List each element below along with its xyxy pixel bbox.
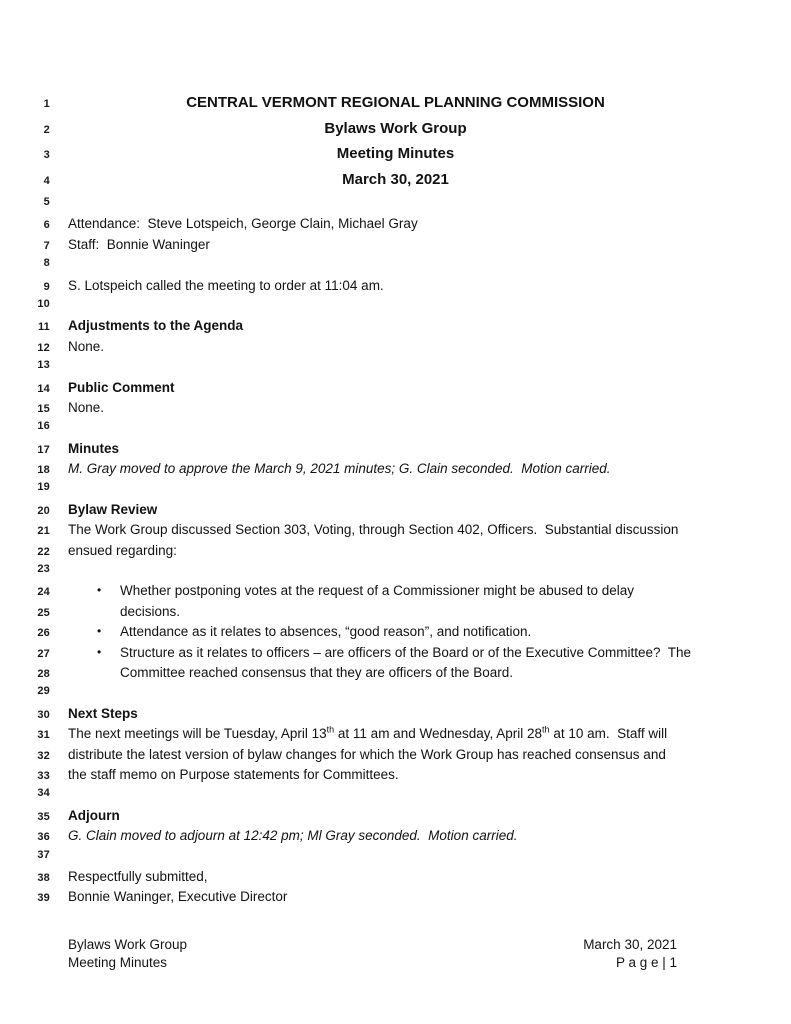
line-text: ensued regarding:: [68, 542, 177, 558]
document-line: [28, 808, 763, 828]
line-number: 14: [37, 382, 50, 395]
document-line: [28, 767, 763, 787]
line-text: Bylaws Work Group: [324, 119, 467, 137]
line-text: the staff memo on Purpose statements for Committees.: [68, 766, 399, 782]
document-line: [28, 339, 763, 359]
document-line: [28, 706, 763, 726]
line-number: 13: [37, 359, 50, 372]
document-line: [28, 685, 763, 705]
line-number: 6: [43, 219, 50, 232]
line-text: • Attendance as it relates to absences, “good reason”, and notification.: [97, 624, 532, 640]
document-line: [28, 257, 763, 277]
document-line: [28, 380, 763, 400]
line-text: None.: [68, 399, 105, 415]
document-line: [28, 726, 763, 746]
line-number: 9: [43, 280, 50, 293]
line-number: 16: [37, 420, 50, 433]
line-text: The next meetings will be Tuesday, April 13th at 11 am and Wednesday, April 28th at 10 am. Staff will: [68, 724, 668, 742]
document-line: [28, 298, 763, 318]
document-line: [28, 787, 763, 807]
line-number: 12: [37, 341, 50, 354]
line-text: Attendance: Steve Lotspeich, George Clain, Michael Gray: [68, 216, 418, 232]
document-line: [28, 461, 763, 481]
document-line: [28, 441, 763, 461]
line-text: The Work Group discussed Section 303, Voting, through Section 402, Officers. Substantial discussion: [68, 522, 679, 538]
document-line: [28, 889, 763, 909]
line-number: 35: [37, 810, 50, 823]
line-number: 17: [37, 443, 50, 456]
document-line: [28, 502, 763, 522]
bullet-icon: •: [97, 644, 102, 659]
line-number: 36: [37, 831, 50, 844]
line-number: 25: [37, 606, 50, 619]
line-text: Committee reached consensus that they are officers of the Board.: [120, 664, 513, 680]
document-line: [28, 828, 763, 848]
line-text: Meeting Minutes: [336, 145, 455, 162]
line-text: S. Lotspeich called the meeting to order at 11:04 am.: [68, 277, 384, 293]
line-text: March 30, 2021: [342, 170, 449, 188]
footer-doc-type: Meeting Minutes: [68, 954, 168, 970]
document-line: [28, 359, 763, 379]
footer-left: [68, 936, 187, 971]
document-line: [28, 196, 763, 216]
document-line: [28, 665, 763, 685]
line-text: decisions.: [120, 603, 181, 619]
line-number: 26: [37, 627, 50, 640]
line-number: 38: [37, 871, 50, 884]
document-line: [28, 420, 763, 440]
line-number: 1: [43, 98, 50, 110]
document-line: [28, 624, 763, 644]
document-line: [28, 318, 763, 338]
line-number: 22: [37, 545, 50, 558]
line-text: • Structure as it relates to officers – are officers of the Board or of the Executive Committee? The: [97, 644, 692, 660]
document-line: [28, 120, 763, 146]
document-line: [28, 171, 763, 197]
line-number: 28: [37, 667, 50, 680]
footer-page-number: P a g e | 1: [615, 954, 677, 970]
document-line: [28, 747, 763, 767]
document-line: [28, 604, 763, 624]
line-text: Bonnie Waninger, Executive Director: [68, 889, 288, 905]
line-number: 20: [37, 504, 50, 517]
page-footer: [68, 936, 723, 971]
document-line: [28, 278, 763, 298]
line-number: 39: [37, 892, 50, 905]
document-line: [28, 563, 763, 583]
line-number: 19: [37, 481, 50, 494]
line-number: 5: [43, 196, 50, 208]
line-text: Bylaw Review: [68, 501, 158, 517]
line-number: 11: [37, 321, 50, 334]
line-number: 29: [37, 685, 50, 698]
line-number: 31: [37, 729, 50, 742]
document-line: [28, 237, 763, 257]
line-number: 32: [37, 749, 50, 762]
line-number: 4: [43, 174, 50, 187]
line-number: 7: [43, 239, 50, 252]
line-text: Respectfully submitted,: [68, 868, 208, 884]
line-number: 37: [37, 848, 50, 861]
line-number: 24: [37, 586, 50, 599]
line-text: • Whether postponing votes at the request of a Commissioner might be abused to delay: [97, 583, 635, 599]
document-line: [28, 216, 763, 236]
document-line: [28, 94, 763, 120]
footer-doc-group: Bylaws Work Group: [68, 937, 188, 952]
line-text: distribute the latest version of bylaw changes for which the Work Group has reached consensus and: [68, 746, 666, 762]
line-number: 18: [37, 464, 50, 477]
line-text: Public Comment: [68, 379, 175, 395]
line-number: 10: [37, 297, 50, 310]
line-number: 33: [37, 769, 50, 782]
line-text: Adjustments to the Agenda: [68, 318, 244, 334]
document-line: [28, 481, 763, 501]
document-line: [28, 583, 763, 603]
bullet-icon: •: [97, 583, 102, 598]
line-text: CENTRAL VERMONT REGIONAL PLANNING COMMISSION: [186, 94, 605, 111]
document-line: [28, 522, 763, 542]
document-line: [28, 869, 763, 889]
document-line: [28, 645, 763, 665]
document-line: [28, 543, 763, 563]
line-number: 15: [37, 402, 50, 415]
bullet-icon: •: [97, 624, 102, 639]
line-number: 34: [37, 787, 50, 800]
line-text: M. Gray moved to approve the March 9, 2021 minutes; G. Clain seconded. Motion carried.: [68, 461, 611, 477]
document-line: [28, 849, 763, 869]
line-number: 21: [37, 525, 50, 538]
line-number: 27: [37, 647, 50, 660]
line-number: 2: [43, 123, 50, 136]
line-text: Minutes: [68, 440, 120, 456]
document-line: [28, 400, 763, 420]
minutes-body: [28, 94, 763, 910]
line-number: 23: [37, 563, 50, 576]
line-number: 30: [37, 708, 50, 721]
line-number: 8: [43, 257, 50, 270]
footer-date: March 30, 2021: [583, 937, 677, 952]
document-line: [28, 145, 763, 171]
line-text: None.: [68, 338, 105, 354]
line-text: Staff: Bonnie Waninger: [68, 236, 210, 252]
footer-right: [583, 936, 723, 971]
line-text: Adjourn: [68, 807, 120, 823]
line-text: G. Clain moved to adjourn at 12:42 pm; Ml Gray seconded. Motion carried.: [68, 828, 518, 844]
line-text: Next Steps: [68, 705, 138, 721]
line-number: 3: [43, 149, 50, 161]
